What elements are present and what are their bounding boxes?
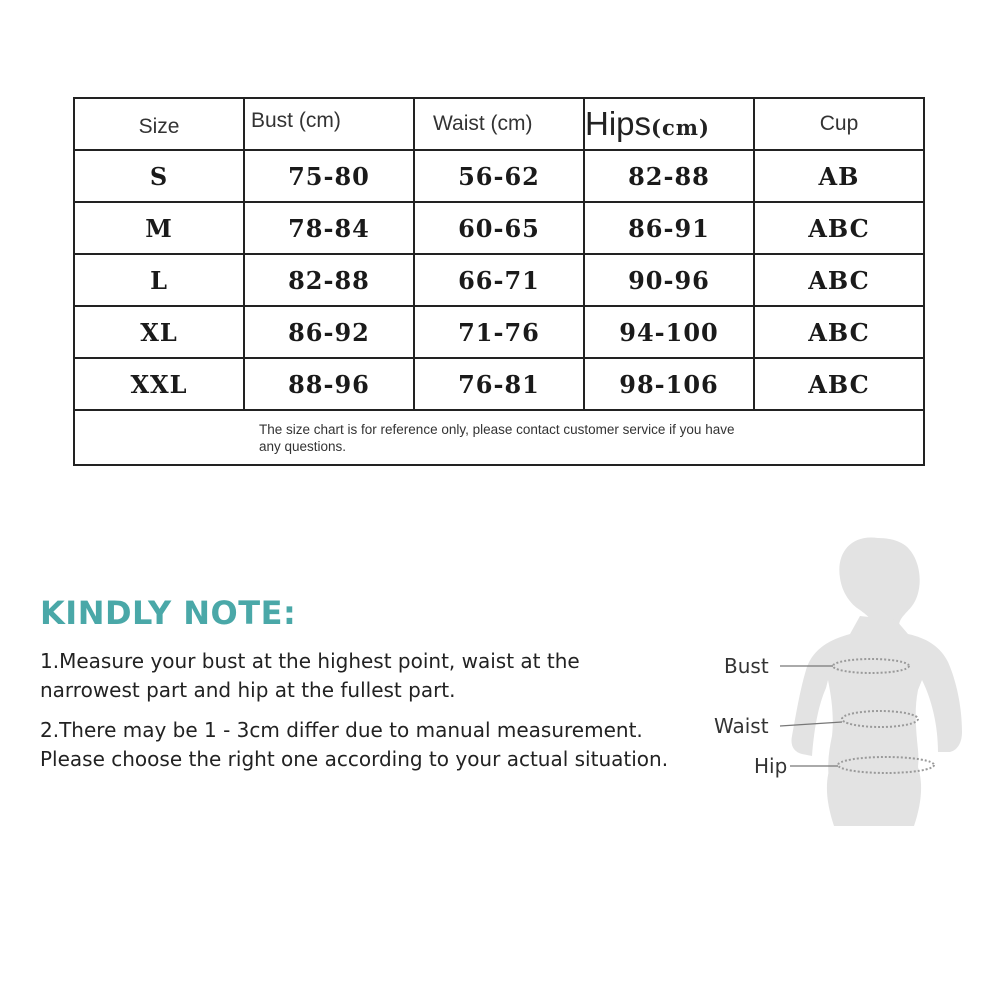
header-hips bbox=[584, 98, 754, 150]
note-line-1b: narrowest part and hip at the fullest part. bbox=[40, 678, 456, 702]
cell-waist: 60-65 bbox=[414, 202, 584, 254]
cell-cup: ABC bbox=[754, 202, 924, 254]
table-row bbox=[74, 202, 924, 254]
note-line-2b: Please choose the right one according to your actual situation. bbox=[40, 747, 669, 771]
header-size: Size bbox=[74, 98, 244, 150]
table-row bbox=[74, 150, 924, 202]
table-footnote-text: The size chart is for reference only, please contact customer service if you have any questions. bbox=[259, 421, 735, 454]
cell-waist: 66-71 bbox=[414, 254, 584, 306]
cell-size: M bbox=[74, 202, 244, 254]
note-line-1a: 1.Measure your bust at the highest point, waist at the bbox=[40, 649, 580, 673]
cell-waist: 56-62 bbox=[414, 150, 584, 202]
cell-hips: 90-96 bbox=[584, 254, 754, 306]
cell-cup: ABC bbox=[754, 358, 924, 410]
cell-cup: ABC bbox=[754, 254, 924, 306]
hip-label: Hip bbox=[754, 754, 788, 778]
measurement-figure bbox=[700, 530, 990, 830]
table-footnote bbox=[74, 410, 924, 465]
size-chart-table bbox=[73, 97, 925, 466]
kindly-note-title: KINDLY NOTE: bbox=[40, 594, 297, 632]
cell-hips: 86-91 bbox=[584, 202, 754, 254]
header-hips-unit: (cm) bbox=[651, 115, 710, 140]
cell-size: L bbox=[74, 254, 244, 306]
header-cup: Cup bbox=[754, 98, 924, 150]
cell-size: S bbox=[74, 150, 244, 202]
cell-hips: 98-106 bbox=[584, 358, 754, 410]
cell-bust: 88-96 bbox=[244, 358, 414, 410]
header-bust: Bust (cm) bbox=[244, 98, 414, 150]
cell-cup: ABC bbox=[754, 306, 924, 358]
header-hips-label: Hips bbox=[585, 105, 652, 142]
cell-size: XXL bbox=[74, 358, 244, 410]
cell-waist: 71-76 bbox=[414, 306, 584, 358]
cell-waist: 76-81 bbox=[414, 358, 584, 410]
cell-bust: 82-88 bbox=[244, 254, 414, 306]
table-row bbox=[74, 306, 924, 358]
cell-bust: 75-80 bbox=[244, 150, 414, 202]
cell-bust: 78-84 bbox=[244, 202, 414, 254]
body-silhouette-icon bbox=[700, 530, 990, 830]
bust-label: Bust bbox=[724, 654, 769, 678]
note-line-2a: 2.There may be 1 - 3cm differ due to manual measurement. bbox=[40, 718, 643, 742]
table-header-row bbox=[74, 98, 924, 150]
header-waist: Waist (cm) bbox=[414, 98, 584, 150]
table-footnote-row bbox=[74, 410, 924, 465]
table-row bbox=[74, 358, 924, 410]
cell-size: XL bbox=[74, 306, 244, 358]
cell-hips: 94-100 bbox=[584, 306, 754, 358]
cell-hips: 82-88 bbox=[584, 150, 754, 202]
cell-bust: 86-92 bbox=[244, 306, 414, 358]
waist-label: Waist bbox=[714, 714, 769, 738]
table-row bbox=[74, 254, 924, 306]
cell-cup: AB bbox=[754, 150, 924, 202]
